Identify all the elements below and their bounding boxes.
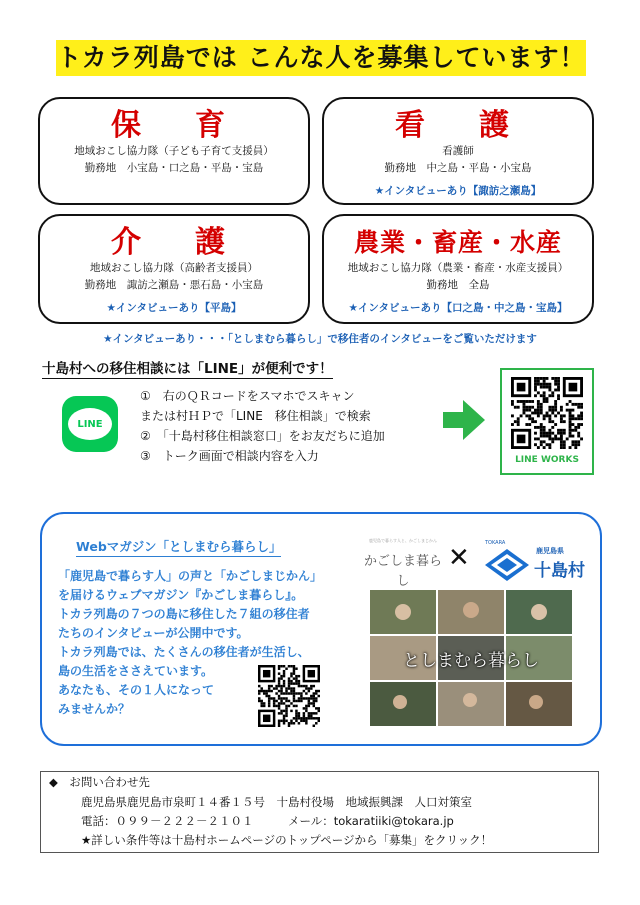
magazine-title[interactable]: Webマガジン「としまむら暮らし」 [76, 537, 281, 557]
interview-badge: ★インタビューあり【平島】 [106, 302, 242, 314]
headline-banner: トカラ列島では こんな人を募集しています！ [56, 40, 586, 76]
job-card-childcare [38, 97, 310, 205]
line-qr-box[interactable] [500, 368, 594, 475]
body-line: あなたも、その１人になって [58, 683, 215, 697]
line-steps [140, 386, 385, 466]
job-role: 地域おこし協力隊（高齢者支援員） [90, 262, 258, 274]
toshima-village-logo [482, 540, 590, 584]
contact-box [40, 771, 599, 853]
interview-note: ★インタビューあり・・・「としまむら暮らし」で移住者のインタビューをご覧いただけます [103, 333, 537, 345]
job-title: 看 護 [395, 108, 521, 143]
qr-code-icon [511, 377, 583, 449]
cross-icon: ✕ [448, 543, 470, 573]
job-card-agriculture [322, 214, 594, 324]
step-1: ① 右のＱＲコードをスマホでスキャン [140, 389, 355, 403]
step-1-alt: または村ＨＰで「LINE 移住相談」で検索 [140, 409, 371, 423]
village-name: 十島村 [534, 561, 585, 581]
body-line: 「鹿児島で暮らす人」の声と「かごしまじかん」 [58, 569, 323, 583]
job-role: 看護師 [442, 145, 474, 157]
contact-heading: ◆ お問い合わせ先 [49, 775, 150, 789]
village-emblem-label: TOKARA [485, 540, 506, 546]
job-title: 保 育 [111, 108, 237, 143]
village-prefecture: 鹿児島県 [536, 547, 564, 555]
line-section-heading: 十島村への移住相談には「LINE」が便利です！ [42, 357, 333, 379]
line-works-label: LINE WORKS [515, 455, 579, 465]
body-line: トカラ列島の７つの島に移住した７組の移住者 [58, 607, 310, 621]
logo-tagline: 鹿児島で暮らす人と、かごしまじかん [369, 538, 437, 543]
job-location: 勤務地 中之島・平島・小宝島 [384, 162, 532, 174]
job-location: 勤務地 諏訪之瀬島・悪石島・小宝島 [84, 279, 264, 291]
job-role: 地域おこし協力隊（子ども子育て支援員） [74, 145, 274, 157]
job-location: 勤務地 全島 [426, 279, 490, 291]
step-3: ③ トーク画面で相談内容を入力 [140, 449, 319, 463]
line-logo [62, 396, 118, 452]
job-role: 地域おこし協力隊（農業・畜産・水産支援員） [347, 262, 569, 274]
village-emblem-icon [484, 548, 530, 582]
contact-phone-email[interactable]: 電話：０９９－２２２－２１０１ メール：tokaratiiki@tokara.jp [81, 814, 454, 828]
kagoshima-kurashi-logo [362, 538, 444, 589]
line-logo-text: LINE [68, 408, 112, 440]
job-card-nursing [322, 97, 594, 205]
job-title: 介 護 [111, 225, 237, 260]
job-title: 農業・畜産・水産 [353, 228, 562, 257]
body-line: 島の生活をささえています。 [58, 664, 214, 678]
body-line: を届けるウェブマガジン『かごしま暮らし』。 [58, 588, 304, 602]
magazine-qr-code-icon[interactable] [258, 665, 320, 727]
logo-text: かごしま暮らし [363, 554, 442, 589]
arrow-right-icon [443, 398, 485, 442]
step-2: ② 「十島村移住相談窓口」をお友だちに追加 [140, 429, 385, 443]
body-line: たちのインタビューが公開中です。 [58, 626, 249, 640]
contact-address: 鹿児島県鹿児島市泉町１４番１５号 十島村役場 地域振興課 人口対策室 [81, 795, 472, 809]
job-card-eldercare [38, 214, 310, 324]
body-line: トカラ列島では、たくさんの移住者が生活し、 [58, 645, 310, 659]
interview-badge: ★インタビューあり【口之島・中之島・宝島】 [348, 302, 568, 314]
contact-note: ★詳しい条件等は十島村ホームページのトップページから「募集」をクリック！ [81, 833, 493, 847]
job-location: 勤務地 小宝島・口之島・平島・宝島 [84, 162, 264, 174]
resident-photo-collage [370, 590, 572, 726]
interview-badge: ★インタビューあり【諏訪之瀬島】 [374, 185, 542, 197]
body-line: みませんか？ [58, 702, 131, 716]
photo-caption: としまむら暮らし [403, 651, 539, 671]
